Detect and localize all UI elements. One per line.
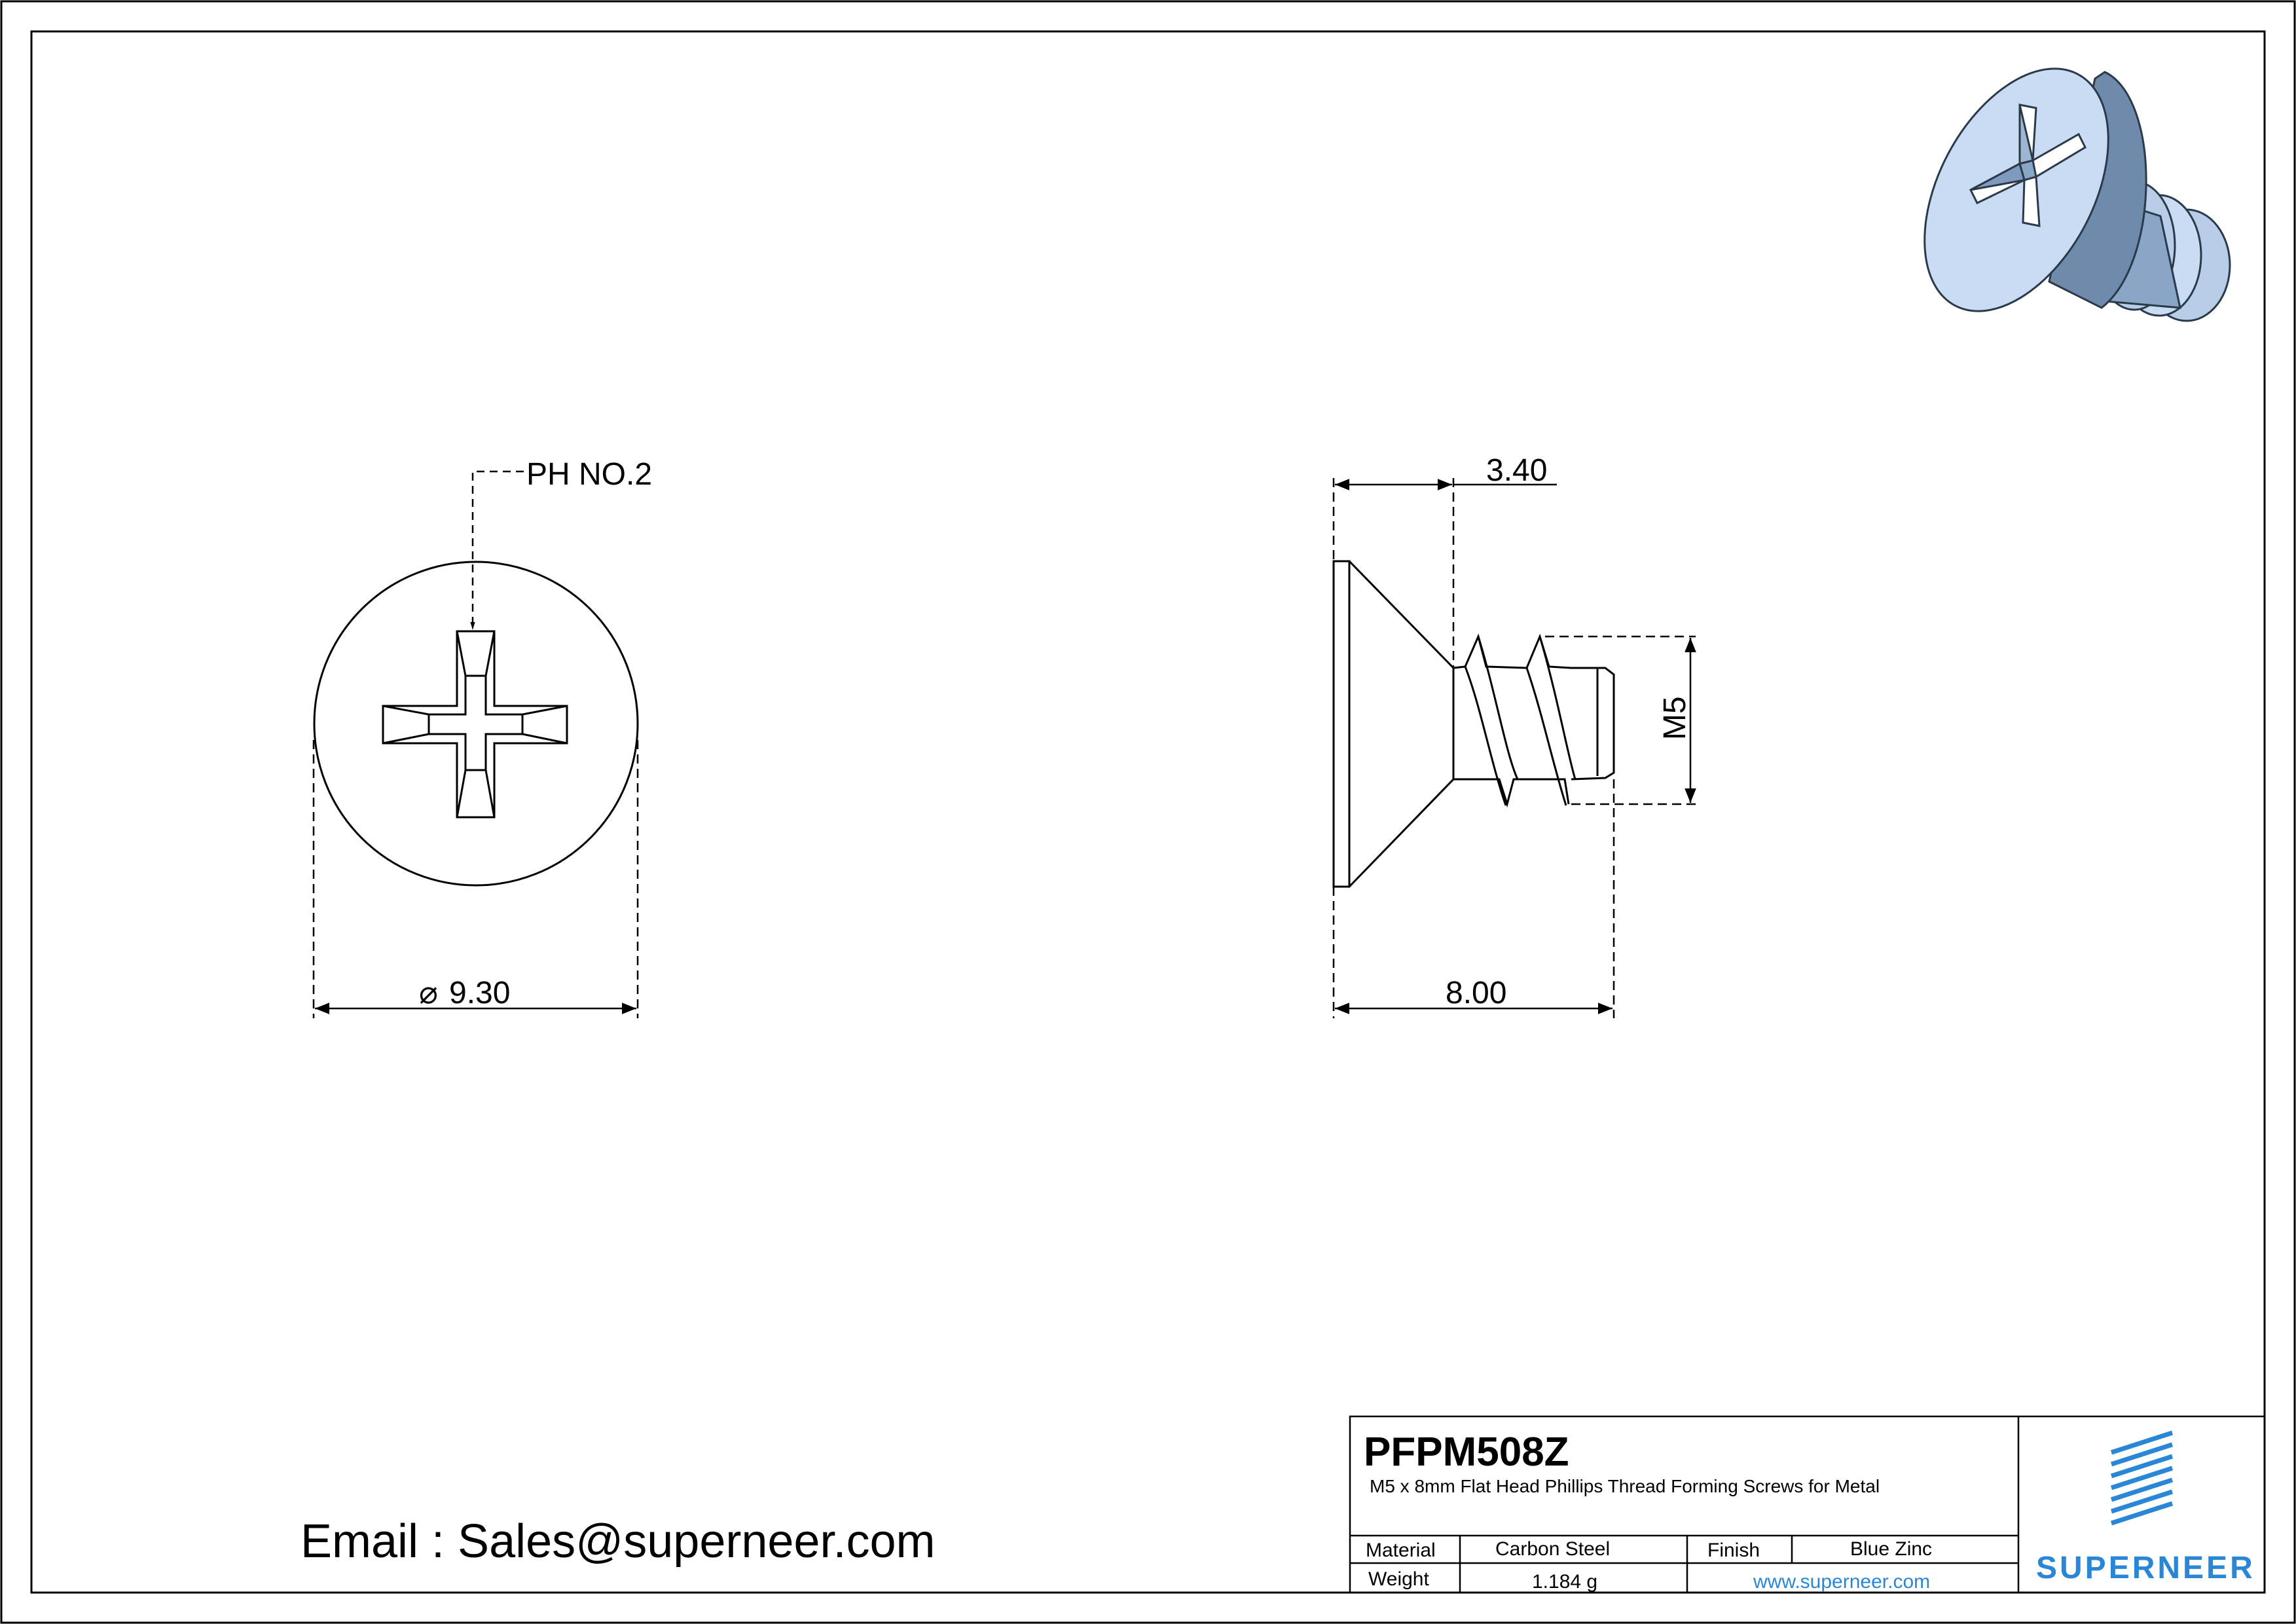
dim-head-height-value: 3.40 — [1486, 453, 1548, 488]
website-link[interactable] — [1753, 1571, 1930, 1593]
weight-label: Weight — [1368, 1568, 1429, 1590]
side-view — [1334, 561, 1614, 887]
screw-3d-icon — [1887, 38, 2230, 342]
dim-diameter-symbol: ⌀ — [419, 976, 438, 1010]
material-value: Carbon Steel — [1495, 1538, 1611, 1560]
dim-length-value: 8.00 — [1446, 976, 1507, 1010]
thread-crest-3 — [1527, 668, 1566, 805]
recess-taper-bottom — [457, 770, 494, 817]
phillips-recess — [429, 676, 522, 770]
recess-taper-left — [383, 706, 429, 743]
finish-label: Finish — [1707, 1540, 1760, 1561]
superneer-stripes-logo — [2111, 1433, 2172, 1523]
thread-profile-bottom — [1453, 779, 1569, 804]
thread-crest-4 — [1540, 637, 1575, 779]
contact-email: Email : Sales@superneer.com — [301, 1515, 936, 1568]
countersink-cone — [1349, 561, 1453, 887]
dim-diameter-value: 9.30 — [449, 976, 511, 1010]
weight-value: 1.184 g — [1532, 1571, 1598, 1593]
website-text[interactable]: www.superneer.com — [1753, 1571, 1931, 1593]
thread-crest-2 — [1478, 637, 1518, 779]
recess-taper-right — [522, 706, 567, 743]
callout-phillips: PH NO.2 — [526, 457, 653, 492]
finish-value: Blue Zinc — [1850, 1538, 1933, 1560]
material-label: Material — [1366, 1540, 1436, 1561]
phillips-callout — [473, 471, 524, 630]
phillips-cross — [383, 631, 567, 817]
part-number: PFPM508Z — [1364, 1430, 1569, 1475]
recess-taper-top — [457, 631, 494, 676]
dim-thread-value: M5 — [1658, 696, 1692, 740]
part-description: M5 x 8mm Flat Head Phillips Thread Forming Screws for Metal — [1370, 1476, 1880, 1496]
front-view — [314, 562, 638, 885]
head-circle — [314, 562, 638, 885]
brand-name: SUPERNEER — [2036, 1551, 2255, 1585]
thread-crest-1 — [1465, 667, 1506, 805]
dim-head-height — [1334, 478, 1557, 667]
head-top-plate — [1334, 561, 1349, 887]
